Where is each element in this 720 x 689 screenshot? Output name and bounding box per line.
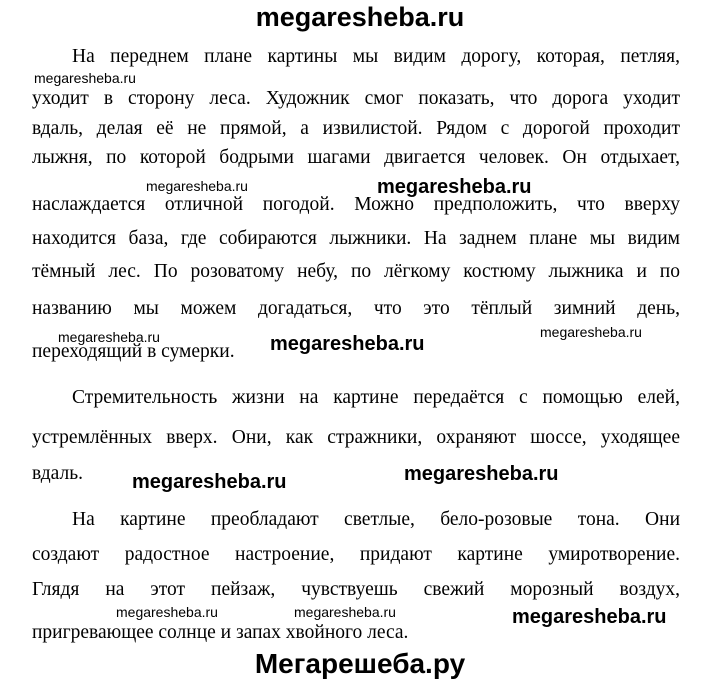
watermark: megaresheba.ru <box>34 70 136 86</box>
text-line: лыжня, по которой бодрыми шагами двигается человек. Он отдыхает, <box>32 147 680 168</box>
text-line: наслаждается отличной погодой. Можно предположить, что вверху <box>32 194 680 215</box>
text-line: уходит в сторону леса. Художник смог показать, что дорога уходит <box>32 88 680 109</box>
text-line: тёмный лес. По розоватому небу, по лёгкому костюму лыжника и по <box>32 261 680 282</box>
text-line: Глядя на этот пейзаж, чувствуешь свежий морозный воздух, <box>32 579 680 600</box>
text-line: создают радостное настроение, придают картине умиротворение. <box>32 544 680 565</box>
watermark: megaresheba.ru <box>294 604 396 620</box>
watermark: megaresheba.ru <box>540 324 642 340</box>
text-line: названию мы можем догадаться, что это тёплый зимний день, <box>32 298 680 319</box>
watermark: megaresheba.ru <box>116 604 218 620</box>
text-line: устремлённых вверх. Они, как стражники, охраняют шоссе, уходящее <box>32 427 680 448</box>
site-footer: Мегарешеба.ру <box>254 648 466 679</box>
text-line: вдаль. <box>32 463 83 484</box>
text-line: На переднем плане картины мы видим дорогу, которая, петляя, <box>72 46 680 67</box>
site-header: megaresheba.ru <box>255 2 465 32</box>
text-line: находится база, где собираются лыжники. На заднем плане мы видим <box>32 228 680 249</box>
watermark: megaresheba.ru <box>58 329 160 345</box>
text-line: На картине преобладают светлые, бело-розовые тона. Они <box>72 509 680 530</box>
watermark: megaresheba.ru <box>146 178 248 194</box>
watermark: megaresheba.ru <box>270 333 425 355</box>
watermark: megaresheba.ru <box>377 176 532 198</box>
text-line: вдаль, делая её не прямой, а извилистой. Рядом с дорогой проходит <box>32 118 680 139</box>
watermark: megaresheba.ru <box>132 471 287 493</box>
text-line: Стремительность жизни на картине передаётся с помощью елей, <box>72 387 680 408</box>
watermark: megaresheba.ru <box>512 606 667 628</box>
text-line: пригревающее солнце и запах хвойного леса. <box>32 622 409 643</box>
text-line: переходящий в сумерки. <box>32 341 235 362</box>
watermark: megaresheba.ru <box>404 463 559 485</box>
